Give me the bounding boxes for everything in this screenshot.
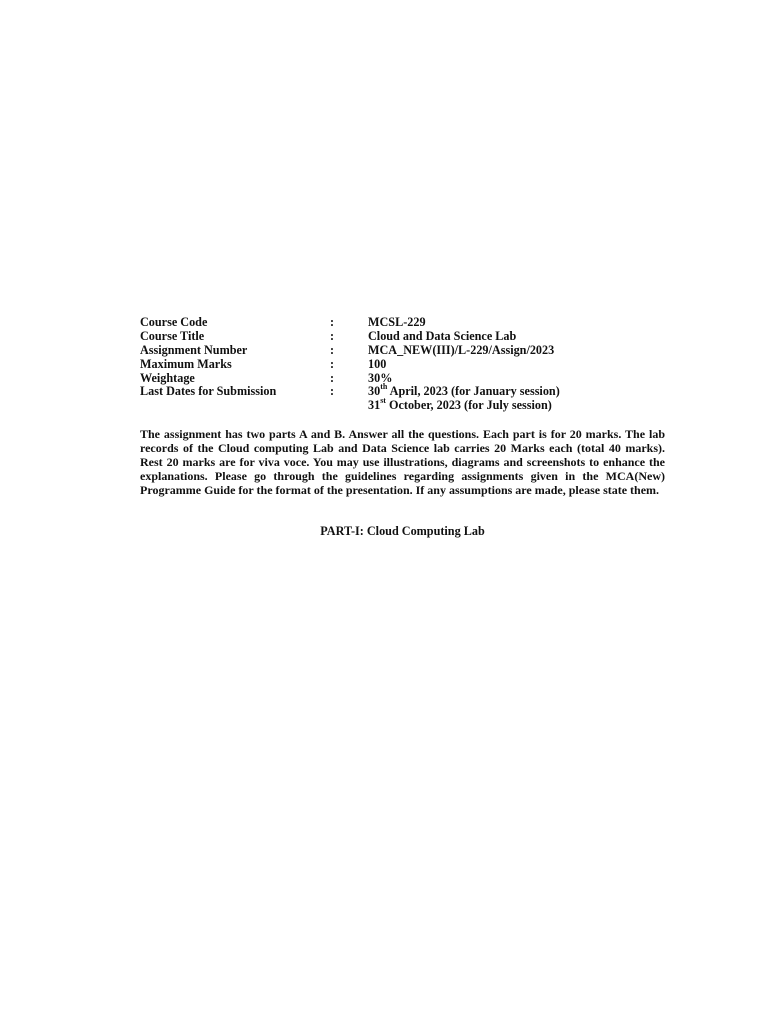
maximum-marks-colon: : (330, 356, 335, 371)
assignment-number-label: Assignment Number (140, 342, 248, 357)
maximum-marks-label: Maximum Marks (140, 356, 232, 371)
submission-date-label: Last Dates for Submission (140, 384, 277, 399)
weightage-label: Weightage (140, 370, 195, 385)
january-date-rest: April, 2023 (for January session) (387, 384, 560, 399)
weightage-row (140, 372, 600, 386)
submission-date-colon: : (330, 384, 335, 399)
submission-date-july (368, 396, 552, 413)
course-code-value: MCSL-229 (368, 315, 426, 329)
submission-date-row-2 (140, 396, 600, 413)
course-title-row (140, 330, 600, 344)
assignment-number-row (140, 344, 600, 358)
submission-date-colon-empty (330, 399, 368, 413)
submission-date-label-empty (140, 399, 330, 413)
july-date-rest: October, 2023 (for July session) (385, 398, 552, 413)
course-title-label: Course Title (140, 328, 205, 343)
weightage-value: 30% (368, 370, 393, 385)
maximum-marks-row (140, 358, 600, 372)
july-day: 31 (368, 398, 381, 413)
course-title-value: Cloud and Data Science Lab (368, 328, 517, 343)
july-day-suffix: st (380, 396, 386, 406)
course-title-colon: : (330, 328, 335, 343)
course-code-row (140, 316, 600, 330)
course-code-colon: : (330, 315, 335, 329)
assignment-number-colon: : (330, 342, 335, 357)
part-heading: PART-I: Cloud Computing Lab (320, 524, 485, 538)
submission-date-row (140, 382, 600, 399)
assignment-instructions: The assignment has two parts A and B. Answer all the questions. Each part is for 20 marks. The lab records of the Cloud computing Lab and Data Science lab carries 20 Marks each (total 40 marks). Rest 20 marks are for viva voce. You may use illustrations, diagrams and screenshots to enhance the explanations. Please go through the guidelines regarding assignments given in the MCA(New) Programme Guide for the format of the presentation. If any assumptions are made, please state them. (140, 427, 665, 497)
submission-date-january (368, 382, 560, 399)
course-info-table (140, 316, 600, 413)
weightage-colon: : (330, 370, 335, 385)
january-day: 30 (368, 384, 381, 399)
course-code-label: Course Code (140, 315, 208, 329)
january-day-suffix: th (380, 382, 388, 392)
assignment-number-value: MCA_NEW(III)/L-229/Assign/2023 (368, 342, 555, 357)
maximum-marks-value: 100 (368, 356, 387, 371)
